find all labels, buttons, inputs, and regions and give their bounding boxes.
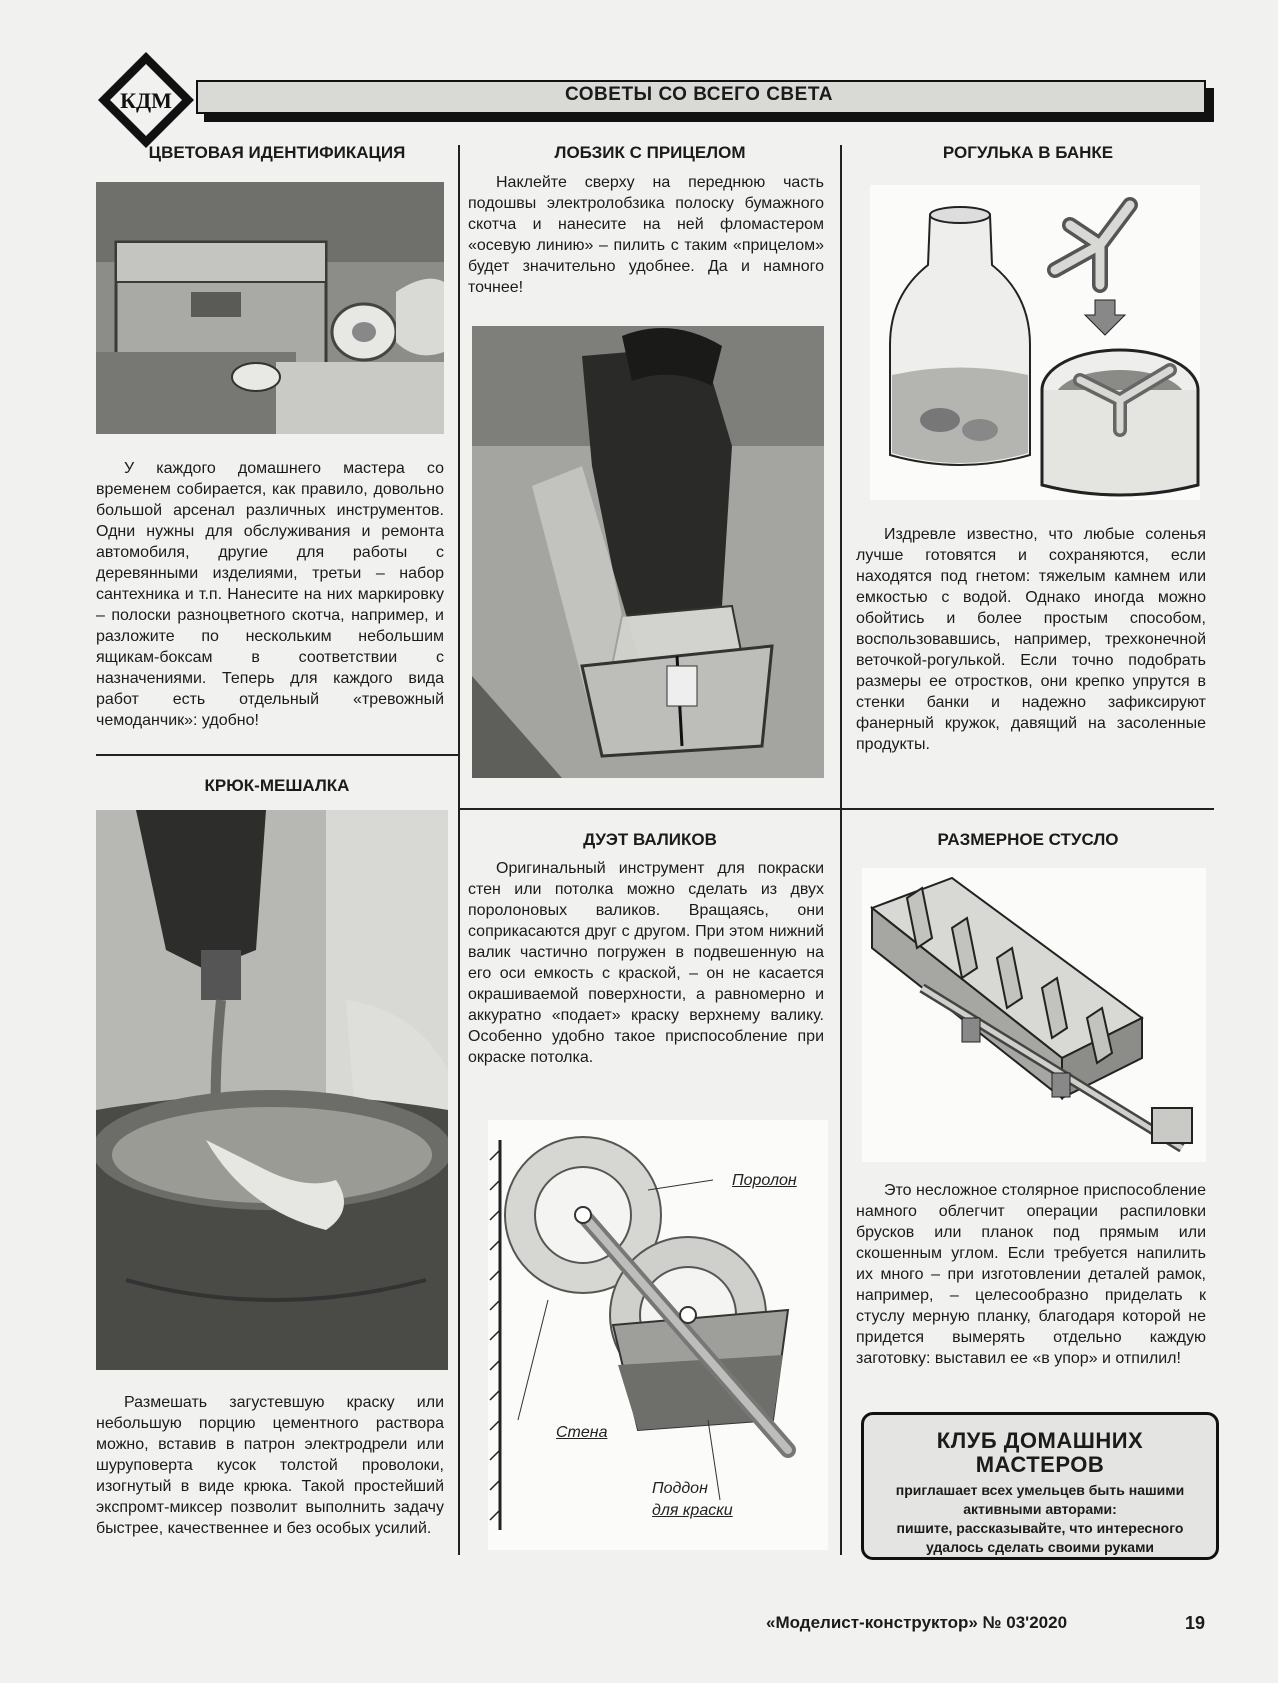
club-title-line-2: МАСТЕРОВ [975,1452,1105,1477]
club-line-4: удалось сделать своими руками [925,1539,1155,1555]
foam-label: Поролон [732,1172,797,1189]
miter-text [856,1180,1206,1369]
hook-title: КРЮК-МЕШАЛКА [204,776,350,795]
club-title-line-1: КЛУБ ДОМАШНИХ [936,1428,1144,1453]
jar-drawing [870,185,1200,500]
club-line-2: активными авторами: [963,1501,1117,1517]
jigsaw-paragraph: Наклейте сверху на переднюю часть подошвы электролобзика полоску бумажного скотча и нанесите на ней фломастером «осевую линию» – пилить с таким «прицелом» будет значительно удобнее. Да и намного точнее! [468,174,824,296]
column-divider-2 [840,145,842,1555]
page-number: 19 [1185,1613,1206,1633]
tray-label-1: Поддон [652,1480,708,1497]
slingshot-title: РОГУЛЬКА В БАНКЕ [942,143,1114,162]
club-box [861,1412,1219,1560]
hook-paragraph: Размешать загустевшую краску или небольшую порцию цементного раствора можно, вставив в патрон электродрели или шуруповерта кусок толстой проволоки, изогнутый в виде крюка. Такой простейший экспромт-миксер позволит выполнить задачу быстрее, качественнее и без особых усилий. [96,1394,444,1537]
jigsaw-photo [472,326,824,778]
separator-right [842,808,1214,810]
hook-text [96,1392,444,1539]
drill-mixer-photo [96,810,448,1370]
rollers-text [468,858,824,1068]
logo-text: КДМ [120,88,172,113]
toolbox-photo [96,182,444,434]
slingshot-text [856,524,1206,755]
club-line-3: пишите, рассказывайте, что интересного [896,1520,1184,1536]
tray-label-2: для краски [652,1502,733,1519]
jigsaw-title: ЛОБЗИК С ПРИЦЕЛОМ [554,143,746,162]
slingshot-paragraph: Издревле известно, что любые соленья лучше готовятся и сохраняются, если находятся под гнетом: тяжелым камнем или емкостью с водой. Однако иногда можно обойтись и более простым способом, воспользовавшись, например, трехконечной веточкой-рогулькой. Если точно подобрать размеры ее отростков, они крепко упрутся в стенки банки и надежно зафиксируют фанерный кружок, давящий на засоленные продукты. [856,526,1206,753]
color-id-paragraph: У каждого домашнего мастера со временем собирается, как правило, довольно большой арсенал различных инструментов. Одни нужны для обслуживания и ремонта автомобиля, другие для работы с деревянными изделиями, третьи – набор сантехника и т.п. Нанесите на них маркировку – полоски разноцветного скотча, например, и разложите по нескольким небольшим ящикам-боксам в соответствии с назначениями. Теперь для каждого вида работ есть отдельный «тревожный чемоданчик»: удобно! [96,460,444,729]
column-divider-1 [458,145,460,1555]
color-id-text [96,458,444,731]
color-id-title: ЦВЕТОВАЯ ИДЕНТИФИКАЦИЯ [148,143,406,162]
kdm-logo [96,50,196,150]
rollers-title: ДУЭТ ВАЛИКОВ [583,830,717,849]
club-line-1: приглашает всех умельцев быть нашими [895,1482,1185,1498]
miter-title: РАЗМЕРНОЕ СТУСЛО [937,830,1119,849]
page-title: СОВЕТЫ СО ВСЕГО СВЕТА [565,84,833,105]
wall-label: Стена [556,1424,608,1441]
separator-middle [460,808,840,810]
rollers-paragraph: Оригинальный инструмент для покраски стен или потолка можно сделать из двух поролоновых валиков. Вращаясь, они соприкасаются друг с другом. При этом нижний валик частично погружен в подвешенную на его оси емкость с краской, – он не касается окрашиваемой поверхности, а равномерно и аккуратно «подает» краску верхнему валику. Особенно удобно такое приспособление при окраске потолка. [468,860,824,1066]
jigsaw-text [468,172,824,298]
footer-magazine: «Моделист-конструктор» № 03'2020 [766,1613,1068,1632]
miter-paragraph: Это несложное столярное приспособление намного облегчит операции распиловки брусков или планок под прямым или скошенным углом. Если требуется напилить их много – при изготовлении деталей рамок, например, – целесообразно приделать к стуслу мерную планку, благодаря которой не придется вымерять отдельно каждую заготовку: выставил ее «в упор» и отпилил! [856,1182,1206,1367]
separator-left [96,754,458,756]
miter-box-drawing [862,868,1206,1162]
